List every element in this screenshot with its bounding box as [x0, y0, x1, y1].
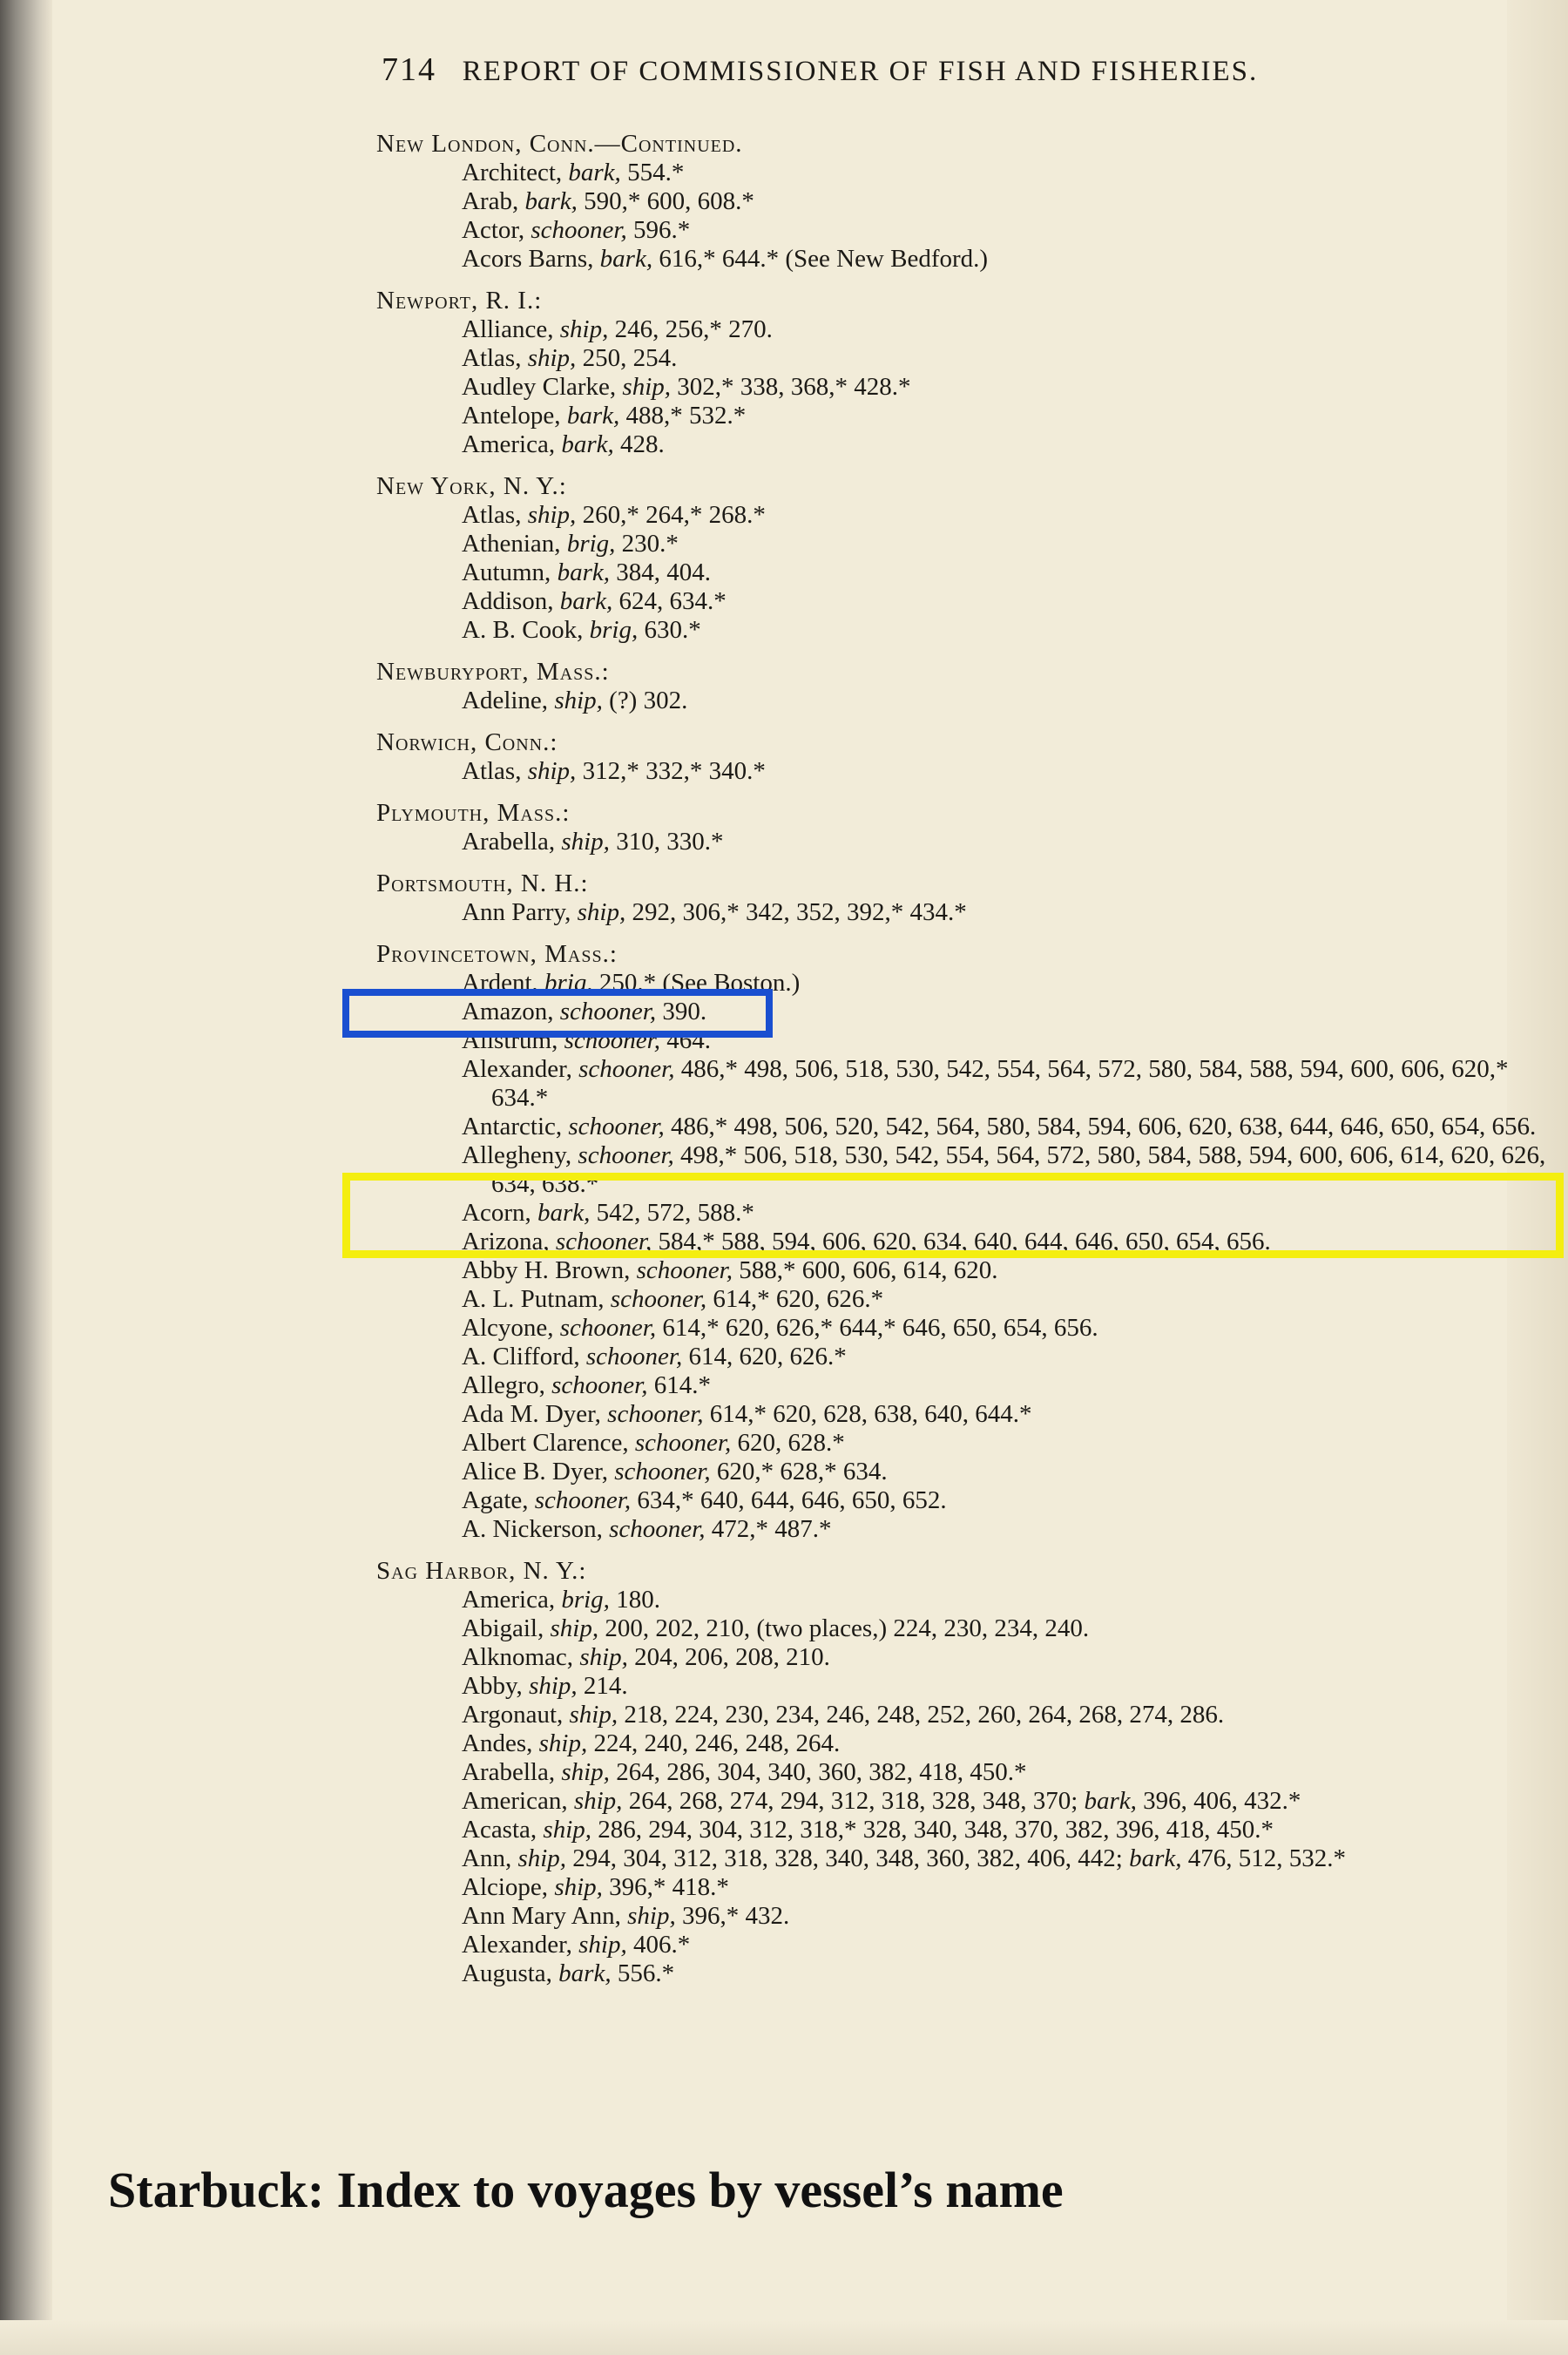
- voyage-refs: 250, 254.: [582, 344, 678, 372]
- vessel-rig: ship,: [569, 1701, 618, 1729]
- vessel-name: Alliance,: [462, 315, 554, 343]
- vessel-name: Ann Mary Ann,: [462, 1902, 621, 1930]
- vessel-name: Actor,: [462, 216, 525, 244]
- vessel-entry: [406, 1902, 1561, 1931]
- voyage-refs: 476, 512, 532.*: [1187, 1844, 1347, 1872]
- vessel-name: Allegheny,: [462, 1141, 572, 1169]
- voyage-refs: 588,* 600, 606, 614, 620.: [739, 1256, 998, 1284]
- place-section: [376, 657, 1561, 715]
- place-heading: Newport, R. I.:: [376, 287, 543, 315]
- voyage-refs: 384, 404.: [616, 558, 711, 586]
- voyage-refs: 180.: [616, 1586, 660, 1614]
- voyage-refs: 200, 202, 210, (two places,) 224, 230, 234, 240.: [605, 1614, 1090, 1642]
- place-section: [376, 1556, 1561, 1988]
- voyage-refs: 246, 256,* 270.: [614, 315, 773, 343]
- vessel-name: Abby,: [462, 1672, 523, 1700]
- vessel-name: Antelope,: [462, 402, 561, 430]
- vessel-name: Autumn,: [462, 558, 551, 586]
- vessel-rig: ship,: [573, 1787, 623, 1815]
- vessel-rig: schooner,: [568, 1113, 665, 1140]
- vessel-rig: ship,: [550, 1614, 599, 1642]
- place-heading: Newburyport, Mass.:: [376, 658, 610, 686]
- vessel-name: A. B. Cook,: [462, 616, 584, 644]
- vessel-name: Agate,: [462, 1486, 529, 1514]
- vessel-name: Argonaut,: [462, 1701, 564, 1729]
- vessel-entry: [406, 1844, 1561, 1873]
- vessel-entry: [406, 430, 1561, 459]
- vessel-rig: ship,: [538, 1729, 588, 1757]
- vessel-entry: [406, 501, 1561, 530]
- vessel-name: Allstrum,: [462, 1026, 558, 1054]
- voyage-refs: 312,* 332,* 340.*: [582, 757, 766, 785]
- vessel-name: Alcyone,: [462, 1314, 554, 1342]
- vessel-name: Acasta,: [462, 1816, 537, 1844]
- vessel-rig: bark,: [599, 245, 653, 273]
- voyage-refs: 584,* 588, 594, 606, 620, 634, 640, 644, 646, 650, 654, 656.: [658, 1228, 1271, 1255]
- vessel-entry: [406, 1343, 1561, 1371]
- voyage-refs: 230.*: [621, 530, 679, 558]
- vessel-rig: brig,: [544, 969, 593, 997]
- voyage-refs: 616,* 644.* (See New Bedford.): [659, 245, 989, 273]
- voyage-refs: 556.*: [617, 1959, 675, 1987]
- vessel-name: Alciope,: [462, 1873, 549, 1901]
- vessel-rig: schooner,: [614, 1458, 711, 1485]
- vessel-rig: schooner,: [607, 1400, 704, 1428]
- vessel-name: A. Nickerson,: [462, 1515, 603, 1543]
- vessel-rig: schooner,: [564, 1026, 660, 1054]
- vessel-name: Alknomac,: [462, 1643, 574, 1671]
- voyage-refs: 214.: [583, 1672, 628, 1700]
- vessel-rig: ship,: [622, 373, 672, 401]
- vessel-rig: ship,: [554, 1873, 603, 1901]
- vessel-rig: schooner,: [559, 1314, 657, 1342]
- vessel-rig: ship,: [527, 757, 577, 785]
- vessel-entry: [406, 1787, 1561, 1816]
- voyage-refs: 396,* 418.*: [609, 1873, 729, 1901]
- vessel-name: Acors Barns,: [462, 245, 594, 273]
- vessel-entry: [406, 1486, 1561, 1515]
- place-section: [376, 129, 1561, 274]
- vessel-rig: schooner,: [531, 216, 627, 244]
- vessel-name: Addison,: [462, 587, 554, 615]
- vessel-name: Acorn,: [462, 1199, 531, 1227]
- vessel-entry: [406, 245, 1561, 274]
- voyage-refs: 630.*: [644, 616, 701, 644]
- vessel-entry: [406, 898, 1561, 927]
- vessel-rig: bark,: [558, 1959, 612, 1987]
- vessel-entry: [406, 1458, 1561, 1486]
- voyage-refs: 302,* 338, 368,* 428.*: [677, 373, 911, 401]
- page-number: 714: [382, 51, 436, 88]
- vessel-name: Arabella,: [462, 1758, 556, 1786]
- vessel-name: Arab,: [462, 187, 519, 215]
- vessel-rig: schooner,: [585, 1343, 683, 1370]
- voyage-refs: 486,* 498, 506, 520, 542, 564, 580, 584, 594, 606, 620, 638, 644, 646, 650, 654, 656.: [671, 1113, 1537, 1140]
- vessel-entry: [406, 1314, 1561, 1343]
- vessel-rig: ship,: [529, 1672, 578, 1700]
- vessel-entry: [406, 530, 1561, 558]
- voyage-refs: 596.*: [632, 216, 691, 244]
- place-heading: Plymouth, Mass.:: [376, 799, 571, 827]
- vessel-name: Allegro,: [462, 1371, 545, 1399]
- voyage-refs: 542, 572, 588.*: [596, 1199, 754, 1227]
- vessel-rig: brig,: [566, 530, 616, 558]
- vessel-rig: schooner,: [634, 1429, 732, 1457]
- voyage-refs: 250.* (See Boston.): [598, 969, 801, 997]
- voyage-refs: 614,* 620, 626.*: [713, 1285, 884, 1313]
- vessel-rig: ship,: [627, 1902, 676, 1930]
- vessel-entry: [406, 1400, 1561, 1429]
- voyage-refs: 634,* 640, 644, 646, 650, 652.: [637, 1486, 947, 1514]
- vessel-entry: [406, 616, 1561, 645]
- vessel-rig: ship,: [578, 1931, 627, 1959]
- vessel-name: Ann Parry,: [462, 898, 571, 926]
- vessel-name: Antarctic,: [462, 1113, 563, 1140]
- vessel-name: Atlas,: [462, 344, 522, 372]
- vessel-rig: ship,: [561, 1758, 610, 1786]
- place-heading: Sag Harbor, N. Y.:: [376, 1557, 587, 1585]
- vessel-entry: [406, 216, 1561, 245]
- vessel-entry: [406, 1055, 1561, 1113]
- vessel-rig: brig,: [561, 1586, 610, 1614]
- voyage-refs: 488,* 532.*: [625, 402, 747, 430]
- vessel-rig: schooner,: [636, 1256, 733, 1284]
- vessel-name: Atlas,: [462, 757, 522, 785]
- vessel-name: America,: [462, 1586, 556, 1614]
- vessel-rig: bark,: [566, 402, 620, 430]
- vessel-entry: [406, 1816, 1561, 1844]
- voyage-refs: 554.*: [627, 159, 685, 186]
- vessel-name: Abby H. Brown,: [462, 1256, 631, 1284]
- index-content: [376, 129, 1561, 2000]
- vessel-rig: ship,: [554, 687, 603, 714]
- vessel-name: Ann,: [462, 1844, 512, 1872]
- vessel-name: Amazon,: [462, 998, 554, 1025]
- vessel-entry: [406, 373, 1561, 402]
- vessel-rig: bark,: [559, 587, 613, 615]
- vessel-rig: bark,: [561, 430, 614, 458]
- vessel-rig: brig,: [589, 616, 639, 644]
- voyage-refs: 396, 406, 432.*: [1143, 1787, 1301, 1815]
- vessel-name: Albert Clarence,: [462, 1429, 629, 1457]
- place-heading: Provincetown, Mass.:: [376, 940, 618, 968]
- vessel-entry: [406, 687, 1561, 715]
- place-section: [376, 869, 1561, 927]
- vessel-name: A. Clifford,: [462, 1343, 580, 1370]
- vessel-rig: bark,: [537, 1199, 591, 1227]
- voyage-refs: 204, 206, 208, 210.: [634, 1643, 830, 1671]
- place-section: [376, 471, 1561, 645]
- vessel-entry: [406, 1614, 1561, 1643]
- vessel-entry: [406, 757, 1561, 786]
- vessel-rig: ship,: [561, 828, 610, 856]
- voyage-refs: 614,* 620, 628, 638, 640, 644.*: [709, 1400, 1032, 1428]
- vessel-rig: bark,: [1084, 1787, 1137, 1815]
- vessel-name: Arabella,: [462, 828, 556, 856]
- vessel-entry: [406, 587, 1561, 616]
- vessel-rig: ship,: [579, 1643, 628, 1671]
- vessel-name: Arizona,: [462, 1228, 550, 1255]
- vessel-rig: schooner,: [610, 1285, 707, 1313]
- voyage-refs: 292, 306,* 342, 352, 392,* 434.*: [632, 898, 967, 926]
- place-heading: Portsmouth, N. H.:: [376, 870, 589, 897]
- vessel-rig: ship,: [559, 315, 609, 343]
- vessel-rig: schooner,: [559, 998, 657, 1025]
- vessel-rig: schooner,: [609, 1515, 706, 1543]
- vessel-name: A. L. Putnam,: [462, 1285, 605, 1313]
- voyage-refs: 406.*: [632, 1931, 691, 1959]
- vessel-name: Ada M. Dyer,: [462, 1400, 601, 1428]
- voyage-refs: 294, 304, 312, 318, 328, 340, 348, 360, 382, 406, 442;: [572, 1844, 1123, 1872]
- vessel-name: Alexander,: [462, 1931, 572, 1959]
- vessel-rig: schooner,: [578, 1055, 675, 1083]
- vessel-entry: [406, 1729, 1561, 1758]
- voyage-refs: 614,* 620, 626,* 644,* 646, 650, 654, 656.: [662, 1314, 1098, 1342]
- vessel-name: American,: [462, 1787, 568, 1815]
- vessel-rig: bark,: [568, 159, 621, 186]
- vessel-entry: [406, 1758, 1561, 1787]
- voyage-refs: 218, 224, 230, 234, 246, 248, 252, 260, 264, 268, 274, 286.: [624, 1701, 1225, 1729]
- vessel-rig: schooner,: [555, 1228, 652, 1255]
- vessel-entry: [406, 315, 1561, 344]
- vessel-rig: schooner,: [551, 1371, 648, 1399]
- vessel-rig: ship,: [577, 898, 626, 926]
- voyage-refs: 614, 620, 626.*: [688, 1343, 847, 1370]
- vessel-name: Alexander,: [462, 1055, 572, 1083]
- voyage-refs: 590,* 600, 608.*: [584, 187, 754, 215]
- voyage-refs: 286, 294, 304, 312, 318,* 328, 340, 348, 370, 382, 396, 418, 450.*: [598, 1816, 1274, 1844]
- vessel-entry: [406, 1429, 1561, 1458]
- vessel-name: Athenian,: [462, 530, 561, 558]
- vessel-entry: [406, 402, 1561, 430]
- vessel-entry: [406, 187, 1561, 216]
- vessel-entry: [406, 558, 1561, 587]
- vessel-entry: [406, 1515, 1561, 1544]
- vessel-rig: ship,: [517, 1844, 567, 1872]
- caption: Starbuck: Index to voyages by vessel’s name: [108, 2162, 1064, 2218]
- vessel-name: Atlas,: [462, 501, 522, 529]
- vessel-entry: [406, 1931, 1561, 1959]
- vessel-entry: [406, 159, 1561, 187]
- voyage-refs: 390.: [662, 998, 707, 1025]
- vessel-entry: [406, 828, 1561, 856]
- page-gutter-shadow: [0, 0, 52, 2355]
- vessel-entry: [406, 1672, 1561, 1701]
- vessel-rig: bark,: [1129, 1844, 1182, 1872]
- page-header: [382, 51, 1258, 89]
- voyage-refs: 624, 634.*: [618, 587, 727, 615]
- voyage-refs: 310, 330.*: [616, 828, 724, 856]
- vessel-entry: [406, 1113, 1561, 1141]
- vessel-name: Architect,: [462, 159, 563, 186]
- vessel-name: Ardent,: [462, 969, 538, 997]
- page-title: REPORT OF COMMISSIONER OF FISH AND FISHERIES.: [462, 56, 1259, 87]
- place-heading: Norwich, Conn.:: [376, 728, 558, 756]
- vessel-rig: bark,: [524, 187, 578, 215]
- place-section: [376, 286, 1561, 459]
- voyage-refs: 620, 628.*: [737, 1429, 845, 1457]
- place-section: [376, 727, 1561, 786]
- vessel-rig: ship,: [527, 344, 577, 372]
- vessel-entry: [406, 1285, 1561, 1314]
- place-section: [376, 798, 1561, 856]
- voyage-refs: 264, 286, 304, 340, 360, 382, 418, 450.*: [616, 1758, 1027, 1786]
- voyage-refs: 260,* 264,* 268.*: [582, 501, 766, 529]
- vessel-name: Abigail,: [462, 1614, 544, 1642]
- voyage-refs: 620,* 628,* 634.: [716, 1458, 888, 1485]
- voyage-refs: 486,* 498, 506, 518, 530, 542, 554, 564, 572, 580, 584, 588, 594, 600, 606, 620,* 634.*: [491, 1055, 1509, 1112]
- voyage-refs: 472,* 487.*: [711, 1515, 832, 1543]
- vessel-entry: [406, 1256, 1561, 1285]
- voyage-refs: 396,* 432.: [681, 1902, 790, 1930]
- vessel-entry: [406, 1873, 1561, 1902]
- voyage-refs: 428.: [620, 430, 665, 458]
- vessel-name: Andes,: [462, 1729, 533, 1757]
- place-heading: New York, N. Y.:: [376, 472, 567, 500]
- voyage-refs: 264, 268, 274, 294, 312, 318, 328, 348, 370;: [628, 1787, 1078, 1815]
- blue-highlight-box: [342, 989, 773, 1038]
- vessel-name: Adeline,: [462, 687, 549, 714]
- vessel-entry: [406, 1643, 1561, 1672]
- voyage-refs: 498,* 506, 518, 530, 542, 554, 564, 572, 580, 584, 588, 594, 600, 606, 614, 620, 626, 634, 638.*: [491, 1141, 1546, 1198]
- vessel-entry: [406, 1959, 1561, 1988]
- vessel-rig: ship,: [543, 1816, 591, 1844]
- vessel-entry: [406, 1371, 1561, 1400]
- vessel-entry: [406, 1701, 1561, 1729]
- voyage-refs: 224, 240, 246, 248, 264.: [593, 1729, 841, 1757]
- place-heading: New London, Conn.—Continued.: [376, 130, 743, 158]
- vessel-rig: ship,: [527, 501, 577, 529]
- voyage-refs: (?) 302.: [609, 687, 688, 714]
- vessel-rig: bark,: [557, 558, 610, 586]
- vessel-name: America,: [462, 430, 556, 458]
- page-bottom-edge: [0, 2320, 1568, 2355]
- vessel-name: Augusta,: [462, 1959, 552, 1987]
- yellow-highlight-box: [342, 1173, 1564, 1258]
- vessel-name: Audley Clarke,: [462, 373, 617, 401]
- vessel-entry: [406, 344, 1561, 373]
- voyage-refs: 464.: [666, 1026, 711, 1054]
- vessel-rig: schooner,: [578, 1141, 674, 1169]
- vessel-rig: schooner,: [534, 1486, 632, 1514]
- voyage-refs: 614.*: [653, 1371, 711, 1399]
- vessel-name: Alice B. Dyer,: [462, 1458, 608, 1485]
- vessel-entry: [406, 1586, 1561, 1614]
